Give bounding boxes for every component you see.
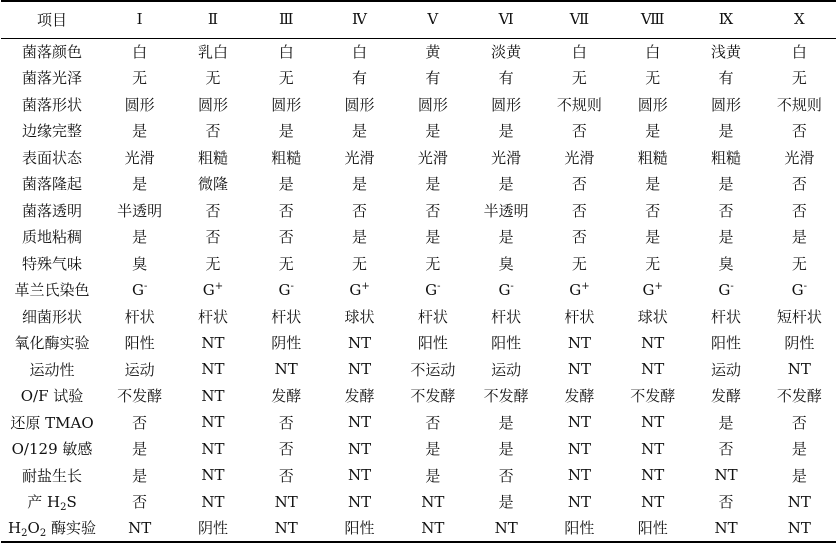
table-cell: 是 [352,122,368,141]
row-label: 产 $H_2S$ [27,493,77,514]
table-cell: 白 [352,43,368,61]
table-cell: 是 [791,440,807,459]
table-cell: G- [278,280,294,299]
table-cell: 白 [278,43,294,61]
table-cell: 否 [278,440,294,459]
table-row [1,462,836,489]
table-cell: NT [347,492,372,511]
table-cell: 阳性 [417,334,448,353]
row-label: 特殊气味 [21,254,82,273]
table-cell: 杆状 [271,307,302,326]
table-cell: 运动 [491,360,522,379]
table-cell: 光滑 [344,148,375,167]
table-cell: NT [641,492,665,511]
table-cell: 阳性 [491,334,522,353]
table-cell: 是 [132,175,148,194]
table-cell: 阳性 [124,334,155,353]
table-row [1,436,836,463]
header-col-9: Ⅸ [689,1,762,38]
table-cell: 圆形 [491,95,522,114]
table-cell: 不运动 [410,360,456,379]
table-cell: 是 [718,413,734,432]
table-cell: 黄 [425,43,441,61]
row-label: $H_2O_2$ 酶实验 [1,515,103,542]
row-label: 细菌形状 [21,307,82,326]
table-body [1,38,836,542]
table-cell: NT [641,413,665,432]
table-cell: G- [425,280,441,299]
table-row [1,356,836,383]
table-cell: NT [567,466,591,485]
table-cell: NT [567,333,591,352]
table-cell: 无 [278,254,294,273]
table-cell: 白 [132,43,148,61]
table-cell: 不发酵 [630,387,676,406]
table-cell: 是 [718,122,734,141]
table-cell: 浅黄 [711,43,742,61]
table-cell: 否 [205,201,221,220]
table-cell: G+ [202,280,224,299]
header-col-1: Ⅰ [103,1,176,38]
table-cell: 无 [205,254,221,273]
table-cell: 光滑 [491,148,522,167]
table-cell: 否 [132,493,148,512]
table-row [1,303,836,330]
table-cell: 否 [571,201,587,220]
table-cell: 球状 [344,307,375,326]
row-label: 氧化酶实验 [14,334,90,353]
table-cell: 白 [571,43,587,61]
row-label: 革兰氏染色 [14,281,90,300]
table-cell: 不规则 [776,95,822,114]
table-cell: 否 [718,201,734,220]
header-col-8: Ⅷ [616,1,689,38]
table-cell: 否 [718,493,734,512]
table-cell: NT [347,360,372,379]
table-cell: 阴性 [271,334,302,353]
table-cell: 是 [132,466,148,485]
table-cell: 否 [278,201,294,220]
table-cell: 不发酵 [410,387,456,406]
table-cell: 粗糙 [271,148,302,167]
table-cell: 光滑 [417,148,448,167]
table-cell: 否 [278,228,294,247]
table-cell: 有 [718,69,734,88]
table-cell: G- [131,280,148,299]
table-cell: NT [201,492,225,511]
bacteria-characteristics-table [1,0,836,543]
table-cell: NT [201,360,225,379]
row-label: 菌落透明 [21,201,82,220]
table-cell: 粗糙 [637,148,668,167]
table-cell: 是 [498,175,514,194]
table-cell: G+ [642,280,663,299]
table-row [1,383,836,410]
table-cell: 杆状 [124,307,155,326]
table-cell: NT [469,515,542,542]
table-cell: 光滑 [124,148,155,167]
table-cell: NT [250,515,323,542]
row-label: 耐盐生长 [21,466,82,485]
table-cell: G+ [349,280,370,299]
table-cell: G- [791,280,808,299]
table-cell: 阴性 [176,515,249,542]
table-cell: 发酵 [271,387,302,406]
table-cell: NT [567,360,591,379]
table-row [1,65,836,92]
table-cell: 否 [718,440,734,459]
table-cell: 是 [645,122,661,141]
header-col-4: Ⅳ [323,1,396,38]
table-cell: NT [201,466,225,485]
table-cell: 是 [352,175,368,194]
table-cell: 杆状 [491,307,522,326]
table-row [1,144,836,171]
table-cell: NT [567,439,591,458]
table-cell: 否 [645,201,661,220]
table-cell: 是 [425,228,441,247]
table-cell: NT [347,439,372,458]
table-cell: NT [763,515,836,542]
table-cell: 不规则 [556,95,602,114]
table-cell: 臭 [132,254,148,273]
table-cell: 杆状 [417,307,448,326]
table-cell: 否 [425,413,441,432]
table-cell: NT [103,515,176,542]
table-cell: NT [347,413,372,432]
table-cell: NT [274,360,298,379]
header-col-7: Ⅶ [543,1,616,38]
table-cell: NT [421,492,445,511]
table-cell: 无 [425,254,441,273]
table-cell: NT [787,492,811,511]
row-label: 菌落颜色 [21,43,82,61]
table-cell: 无 [352,254,368,273]
table-cell: G- [498,280,514,299]
table-cell: 白 [791,43,807,61]
table-cell: 不发酵 [483,387,529,406]
table-cell: 阳性 [543,515,616,542]
table-cell: 是 [718,228,734,247]
table-cell: 光滑 [784,148,815,167]
table-cell: 是 [645,228,661,247]
table-cell: 乳白 [197,43,228,61]
table-row [1,171,836,198]
table-cell: 有 [352,69,368,88]
table-row [1,277,836,304]
row-label: 边缘完整 [21,122,82,141]
table-cell: 否 [791,201,807,220]
table-cell: 是 [352,228,368,247]
table-cell: 无 [645,254,661,273]
header-col-10: Ⅹ [763,1,836,38]
table-row [1,515,836,542]
table-cell: 否 [791,413,807,432]
table-cell: 否 [571,228,587,247]
table-cell: G+ [569,280,590,299]
table-cell: NT [347,466,372,485]
row-label: 还原 TMAO [10,413,94,432]
table-cell: NT [641,439,665,458]
table-cell: 是 [498,413,514,432]
table-cell: NT [201,439,225,458]
table-cell: 无 [132,69,148,88]
table-row [1,409,836,436]
row-label: 菌落隆起 [21,175,82,194]
table-cell: 否 [571,122,587,141]
table-cell: G- [718,280,734,299]
table-cell: 有 [425,69,441,88]
table-cell: NT [201,333,225,352]
table-cell: 是 [718,175,734,194]
table-cell: 圆形 [417,95,448,114]
table-cell: 是 [132,440,148,459]
table-cell: 否 [425,201,441,220]
table-row [1,197,836,224]
table-cell: 白 [645,43,661,61]
table-cell: 杆状 [564,307,595,326]
row-label: 质地粘稠 [21,228,82,247]
table-cell: 发酵 [344,387,375,406]
table-cell: 否 [791,175,807,194]
data-table-container [1,0,836,543]
table-row [1,250,836,277]
table-cell: NT [714,466,738,485]
table-cell: 否 [791,122,807,141]
table-cell: NT [641,466,665,485]
table-cell: 否 [205,228,221,247]
table-cell: 是 [425,466,441,485]
table-cell: 无 [791,69,807,88]
table-cell: 光滑 [564,148,595,167]
table-cell: 否 [132,413,148,432]
table-cell: 臭 [718,254,734,273]
header-col-6: Ⅵ [469,1,542,38]
table-row [1,118,836,145]
table-cell: 圆形 [197,95,228,114]
table-cell: 杆状 [197,307,228,326]
table-cell: 是 [425,175,441,194]
table-row [1,330,836,357]
table-cell: 圆形 [344,95,375,114]
row-label: O/129 敏感 [11,440,93,459]
table-cell: 是 [498,493,514,512]
row-label: 运动性 [29,360,75,379]
table-cell: 否 [352,201,368,220]
table-cell: NT [641,360,665,379]
table-row [1,224,836,251]
table-cell: 否 [278,466,294,485]
table-cell: 发酵 [711,387,742,406]
table-cell: 否 [205,122,221,141]
table-cell: NT [201,413,225,432]
table-cell: NT [396,515,469,542]
table-cell: 否 [498,466,514,485]
header-item: 项目 [1,1,103,38]
table-cell: 阳性 [711,334,742,353]
table-cell: 半透明 [483,201,529,220]
header-col-2: Ⅱ [176,1,249,38]
table-cell: NT [567,492,591,511]
table-cell: NT [274,492,298,511]
table-cell: 是 [645,175,661,194]
table-cell: 圆形 [711,95,742,114]
table-cell: 发酵 [564,387,595,406]
table-cell: 是 [498,440,514,459]
table-cell: 是 [791,228,807,247]
table-cell: 是 [425,440,441,459]
row-label: 表面状态 [21,148,82,167]
table-cell: NT [641,333,665,352]
table-cell: 杆状 [711,307,742,326]
table-cell: 不发酵 [117,387,163,406]
table-cell: 无 [645,69,661,88]
table-cell: 否 [571,175,587,194]
table-cell: 无 [205,69,221,88]
table-cell: 粗糙 [197,148,228,167]
table-cell: 无 [278,69,294,88]
table-cell: 半透明 [117,201,163,220]
table-cell: NT [689,515,762,542]
table-cell: 微隆 [197,175,228,194]
table-cell: 是 [132,122,148,141]
table-row [1,38,836,65]
table-cell: 无 [571,69,587,88]
table-cell: 是 [791,466,807,485]
table-cell: 运动 [124,360,155,379]
table-row [1,489,836,516]
table-cell: 圆形 [637,95,668,114]
table-row [1,91,836,118]
table-cell: NT [347,333,372,352]
row-label: 菌落形状 [21,95,82,114]
table-cell: 有 [498,69,514,88]
table-header-row [1,1,836,38]
table-cell: 不发酵 [776,387,822,406]
header-col-3: Ⅲ [250,1,323,38]
table-cell: 是 [498,228,514,247]
table-cell: 运动 [711,360,742,379]
header-col-5: Ⅴ [396,1,469,38]
table-cell: 球状 [637,307,668,326]
table-cell: 是 [278,122,294,141]
table-cell: 短杆状 [776,307,822,326]
table-cell: 无 [791,254,807,273]
table-cell: 圆形 [271,95,302,114]
table-cell: 阴性 [784,334,815,353]
table-cell: 圆形 [124,95,155,114]
table-cell: 阳性 [323,515,396,542]
table-cell: 否 [278,413,294,432]
row-label: 菌落光泽 [21,69,82,88]
table-cell: NT [567,413,591,432]
table-cell: 阳性 [616,515,689,542]
table-cell: 臭 [498,254,514,273]
table-cell: 是 [132,228,148,247]
table-cell: 淡黄 [491,43,522,61]
row-label: O/F 试验 [20,387,84,406]
table-cell: NT [201,386,225,405]
table-cell: 是 [278,175,294,194]
table-cell: 是 [425,122,441,141]
table-cell: NT [787,360,811,379]
table-cell: 无 [571,254,587,273]
table-cell: 粗糙 [711,148,742,167]
table-cell: 是 [498,122,514,141]
